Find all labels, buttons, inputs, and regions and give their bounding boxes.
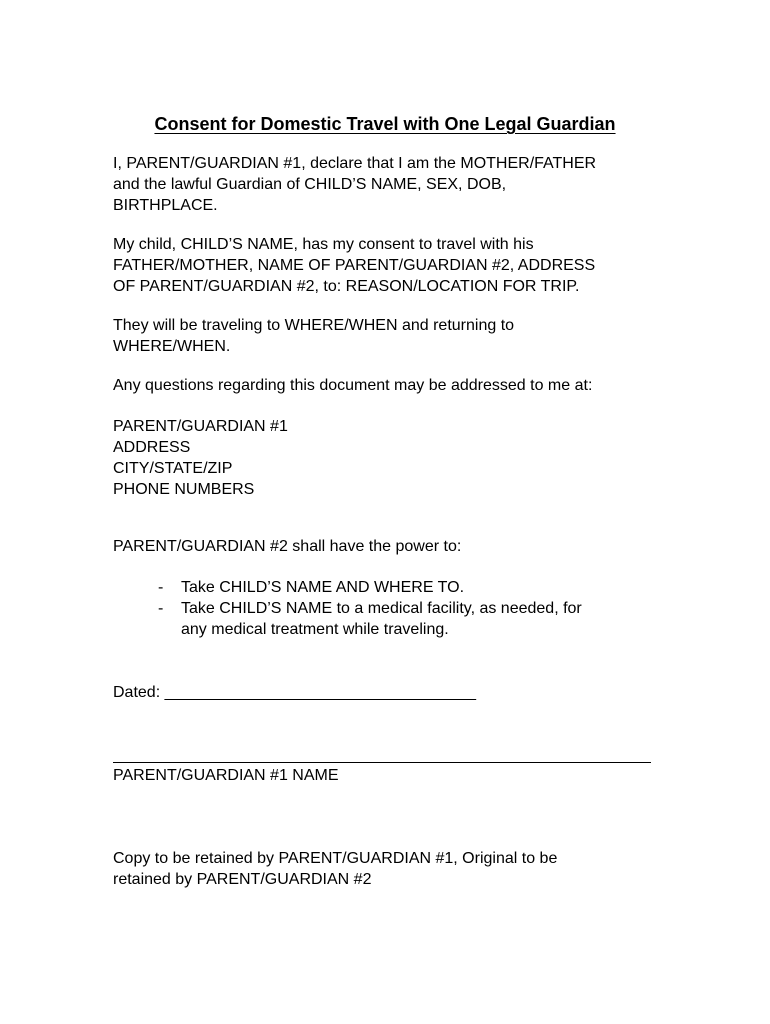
contact-block <box>113 416 673 500</box>
dash-bullet: - <box>158 579 164 596</box>
contact-line: PHONE NUMBERS <box>113 481 255 498</box>
text-line: OF PARENT/GUARDIAN #2, to: REASON/LOCATION FOR TRIP. <box>113 278 580 295</box>
questions-paragraph <box>113 375 673 396</box>
contact-line: CITY/STATE/ZIP <box>113 460 233 477</box>
dated-line <box>113 682 673 703</box>
signature-line <box>113 762 651 763</box>
text-line: retained by PARENT/GUARDIAN #2 <box>113 871 372 888</box>
text-line: Any questions regarding this document may be addressed to me at: <box>113 377 593 394</box>
powers-list <box>158 577 638 640</box>
dash-bullet: - <box>158 600 164 617</box>
document-title: Consent for Domestic Travel with One Legal Guardian <box>154 114 616 134</box>
text-line: PARENT/GUARDIAN #1 NAME <box>113 767 339 784</box>
text-line: WHERE/WHEN. <box>113 338 231 355</box>
text-line: Copy to be retained by PARENT/GUARDIAN #1, Original to be <box>113 850 558 867</box>
text-line: I, PARENT/GUARDIAN #1, declare that I am the MOTHER/FATHER <box>113 155 597 172</box>
text-line: and the lawful Guardian of CHILD’S NAME, SEX, DOB, <box>113 176 507 193</box>
text-line: FATHER/MOTHER, NAME OF PARENT/GUARDIAN #2, ADDRESS <box>113 257 596 274</box>
text-line: BIRTHPLACE. <box>113 197 218 214</box>
text-line: My child, CHILD’S NAME, has my consent to travel with his <box>113 236 534 253</box>
contact-line: ADDRESS <box>113 439 191 456</box>
list-item-text: any medical treatment while traveling. <box>181 621 449 638</box>
powers-intro <box>113 536 673 557</box>
travel-paragraph <box>113 315 673 357</box>
signature-label <box>113 765 673 786</box>
list-item <box>158 598 638 640</box>
list-item-text: Take CHILD’S NAME to a medical facility, as needed, for <box>181 600 582 617</box>
consent-paragraph <box>113 234 673 297</box>
contact-line: PARENT/GUARDIAN #1 <box>113 418 288 435</box>
declaration-paragraph <box>113 153 673 216</box>
list-item-text: Take CHILD’S NAME AND WHERE TO. <box>181 579 465 596</box>
footer-note <box>113 848 673 890</box>
list-item <box>158 577 638 598</box>
text-line: They will be traveling to WHERE/WHEN and returning to <box>113 317 515 334</box>
dated-field: Dated: ___________________________________ <box>113 684 477 701</box>
text-line: PARENT/GUARDIAN #2 shall have the power to: <box>113 538 462 555</box>
